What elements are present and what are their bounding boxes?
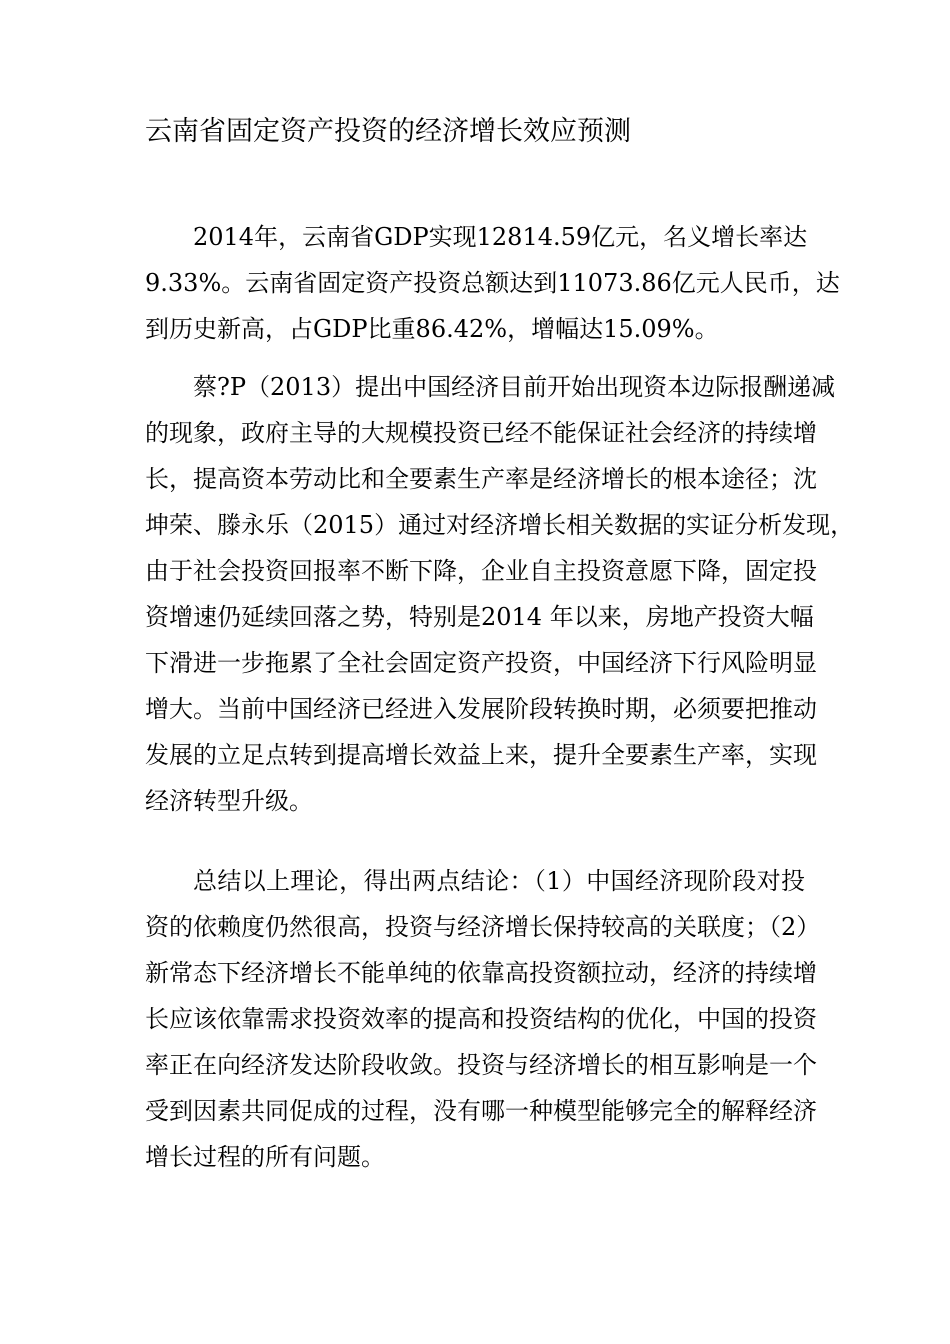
paragraph-line: 增大。当前中国经济已经进入发展阶段转换时期，必须要把推动 xyxy=(145,695,817,723)
paragraph-line: 率正在向经济发达阶段收敛。投资与经济增长的相互影响是一个 xyxy=(145,1051,817,1079)
paragraph-gdp-stats xyxy=(145,214,840,352)
paragraph-line: 坤荣、滕永乐（2015）通过对经济增长相关数据的实证分析发现， xyxy=(145,511,855,539)
paragraph-line: 长，提高资本劳动比和全要素生产率是经济增长的根本途径；沈 xyxy=(145,465,817,493)
paragraph-line: 2014年，云南省GDP实现12814.59亿元，名义增长率达 xyxy=(193,223,808,251)
paragraph-line: 资增速仍延续回落之势，特别是2014 年以来，房地产投资大幅 xyxy=(145,603,814,631)
paragraph-literature-review xyxy=(145,364,855,824)
paragraph-line: 发展的立足点转到提高增长效益上来，提升全要素生产率，实现 xyxy=(145,741,817,769)
paragraph-line: 蔡?P（2013）提出中国经济目前开始出现资本边际报酬递减 xyxy=(193,373,836,401)
paragraph-line: 由于社会投资回报率不断下降，企业自主投资意愿下降，固定投 xyxy=(145,557,817,585)
paragraph-line: 的现象，政府主导的大规模投资已经不能保证社会经济的持续增 xyxy=(145,419,817,447)
paragraph-line: 新常态下经济增长不能单纯的依靠高投资额拉动，经济的持续增 xyxy=(145,959,817,987)
document-title: 云南省固定资产投资的经济增长效应预测 xyxy=(145,116,631,147)
paragraph-line: 9.33%。云南省固定资产投资总额达到11073.86亿元人民币，达 xyxy=(145,269,840,297)
paragraph-line: 长应该依靠需求投资效率的提高和投资结构的优化，中国的投资 xyxy=(145,1005,817,1033)
paragraph-line: 增长过程的所有问题。 xyxy=(145,1143,385,1171)
paragraph-line: 经济转型升级。 xyxy=(145,787,313,815)
paragraph-conclusions xyxy=(145,858,821,1180)
paragraph-line: 受到因素共同促成的过程，没有哪一种模型能够完全的解释经济 xyxy=(145,1097,817,1125)
paragraph-line: 到历史新高，占GDP比重86.42%，增幅达15.09%。 xyxy=(145,315,719,343)
paragraph-line: 下滑进一步拖累了全社会固定资产投资，中国经济下行风险明显 xyxy=(145,649,817,677)
paragraph-line: 总结以上理论，得出两点结论：（1）中国经济现阶段对投 xyxy=(193,867,805,895)
paragraph-line: 资的依赖度仍然很高，投资与经济增长保持较高的关联度；（2） xyxy=(145,913,821,941)
